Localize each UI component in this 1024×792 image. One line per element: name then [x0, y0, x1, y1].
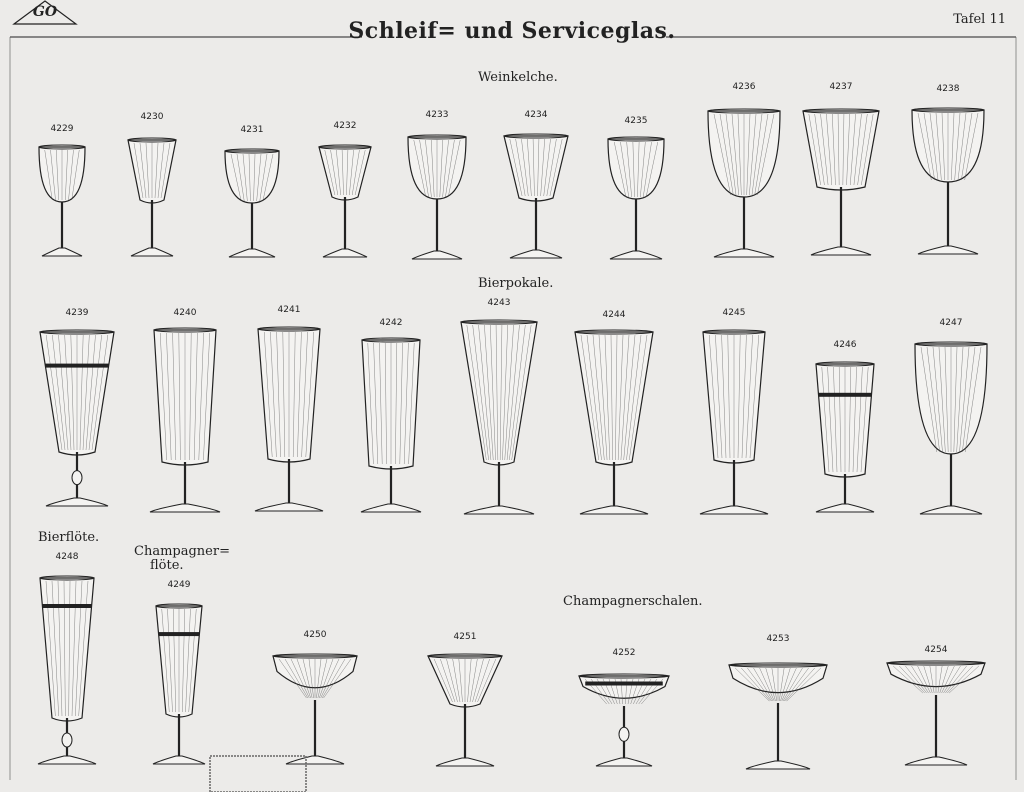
glass-number: 4234 — [524, 110, 548, 120]
glass-4230 — [128, 138, 176, 256]
section-wine-glasses: Weinkelche. — [478, 70, 558, 85]
glass-number: 4243 — [487, 298, 511, 308]
glass-4232 — [319, 145, 371, 257]
section-champagne-flute-line1: Champagner= — [134, 544, 230, 559]
glass-number: 4242 — [379, 318, 403, 328]
glass-number: 4249 — [167, 580, 191, 590]
glass-number: 4245 — [722, 308, 746, 318]
glass-4233 — [408, 135, 466, 259]
logo-text: GO — [32, 4, 58, 20]
section-champagne-flute-line2: flöte. — [150, 558, 184, 573]
glass-4251 — [428, 654, 502, 766]
glass-4239 — [40, 330, 114, 506]
glass-number: 4248 — [55, 552, 79, 562]
glass-number: 4253 — [766, 634, 790, 644]
glass-4242 — [361, 338, 421, 512]
glass-4234 — [504, 134, 568, 258]
glass-4244 — [575, 330, 653, 514]
glass-number: 4238 — [936, 84, 960, 94]
glass-4241 — [255, 327, 323, 511]
glass-number: 4230 — [140, 112, 164, 122]
glass-number: 4239 — [65, 308, 89, 318]
glass-4249 — [153, 604, 205, 764]
glass-4243 — [461, 320, 537, 514]
section-beer-cups: Bierpokale. — [478, 276, 554, 291]
plate-number: Tafel 11 — [953, 12, 1006, 27]
glass-number: 4240 — [173, 308, 197, 318]
glass-4240 — [150, 328, 220, 512]
glass-4252 — [579, 674, 669, 766]
glass-number: 4236 — [732, 82, 756, 92]
page-title: Schleif= und Serviceglas. — [348, 18, 676, 44]
glass-number: 4231 — [240, 125, 264, 135]
glass-number: 4244 — [602, 310, 626, 320]
glass-4248 — [38, 576, 96, 764]
glass-4229 — [39, 145, 85, 256]
glass-4235 — [608, 137, 664, 259]
glass-number: 4250 — [303, 630, 327, 640]
glass-4250 — [273, 654, 357, 764]
section-champagne-bowls: Champagnerschalen. — [563, 594, 703, 609]
glass-4254 — [887, 661, 985, 765]
glass-4236 — [708, 109, 780, 257]
glass-number: 4233 — [425, 110, 449, 120]
glass-4237 — [803, 109, 879, 255]
glass-number: 4254 — [924, 645, 948, 655]
glass-number: 4246 — [833, 340, 857, 350]
section-beer-flute: Bierflöte. — [38, 530, 100, 545]
glass-4238 — [912, 108, 984, 254]
glass-number: 4232 — [333, 121, 357, 131]
glass-number: 4247 — [939, 318, 963, 328]
glass-4247 — [915, 342, 987, 514]
glass-4253 — [729, 663, 827, 769]
glass-number: 4237 — [829, 82, 853, 92]
glass-4231 — [225, 149, 279, 257]
glass-number: 4235 — [624, 116, 648, 126]
glass-4246 — [816, 362, 874, 512]
glass-number: 4252 — [612, 648, 636, 658]
glass-number: 4251 — [453, 632, 477, 642]
glass-4245 — [700, 330, 768, 514]
glass-number: 4229 — [50, 124, 74, 134]
glass-number: 4241 — [277, 305, 301, 315]
